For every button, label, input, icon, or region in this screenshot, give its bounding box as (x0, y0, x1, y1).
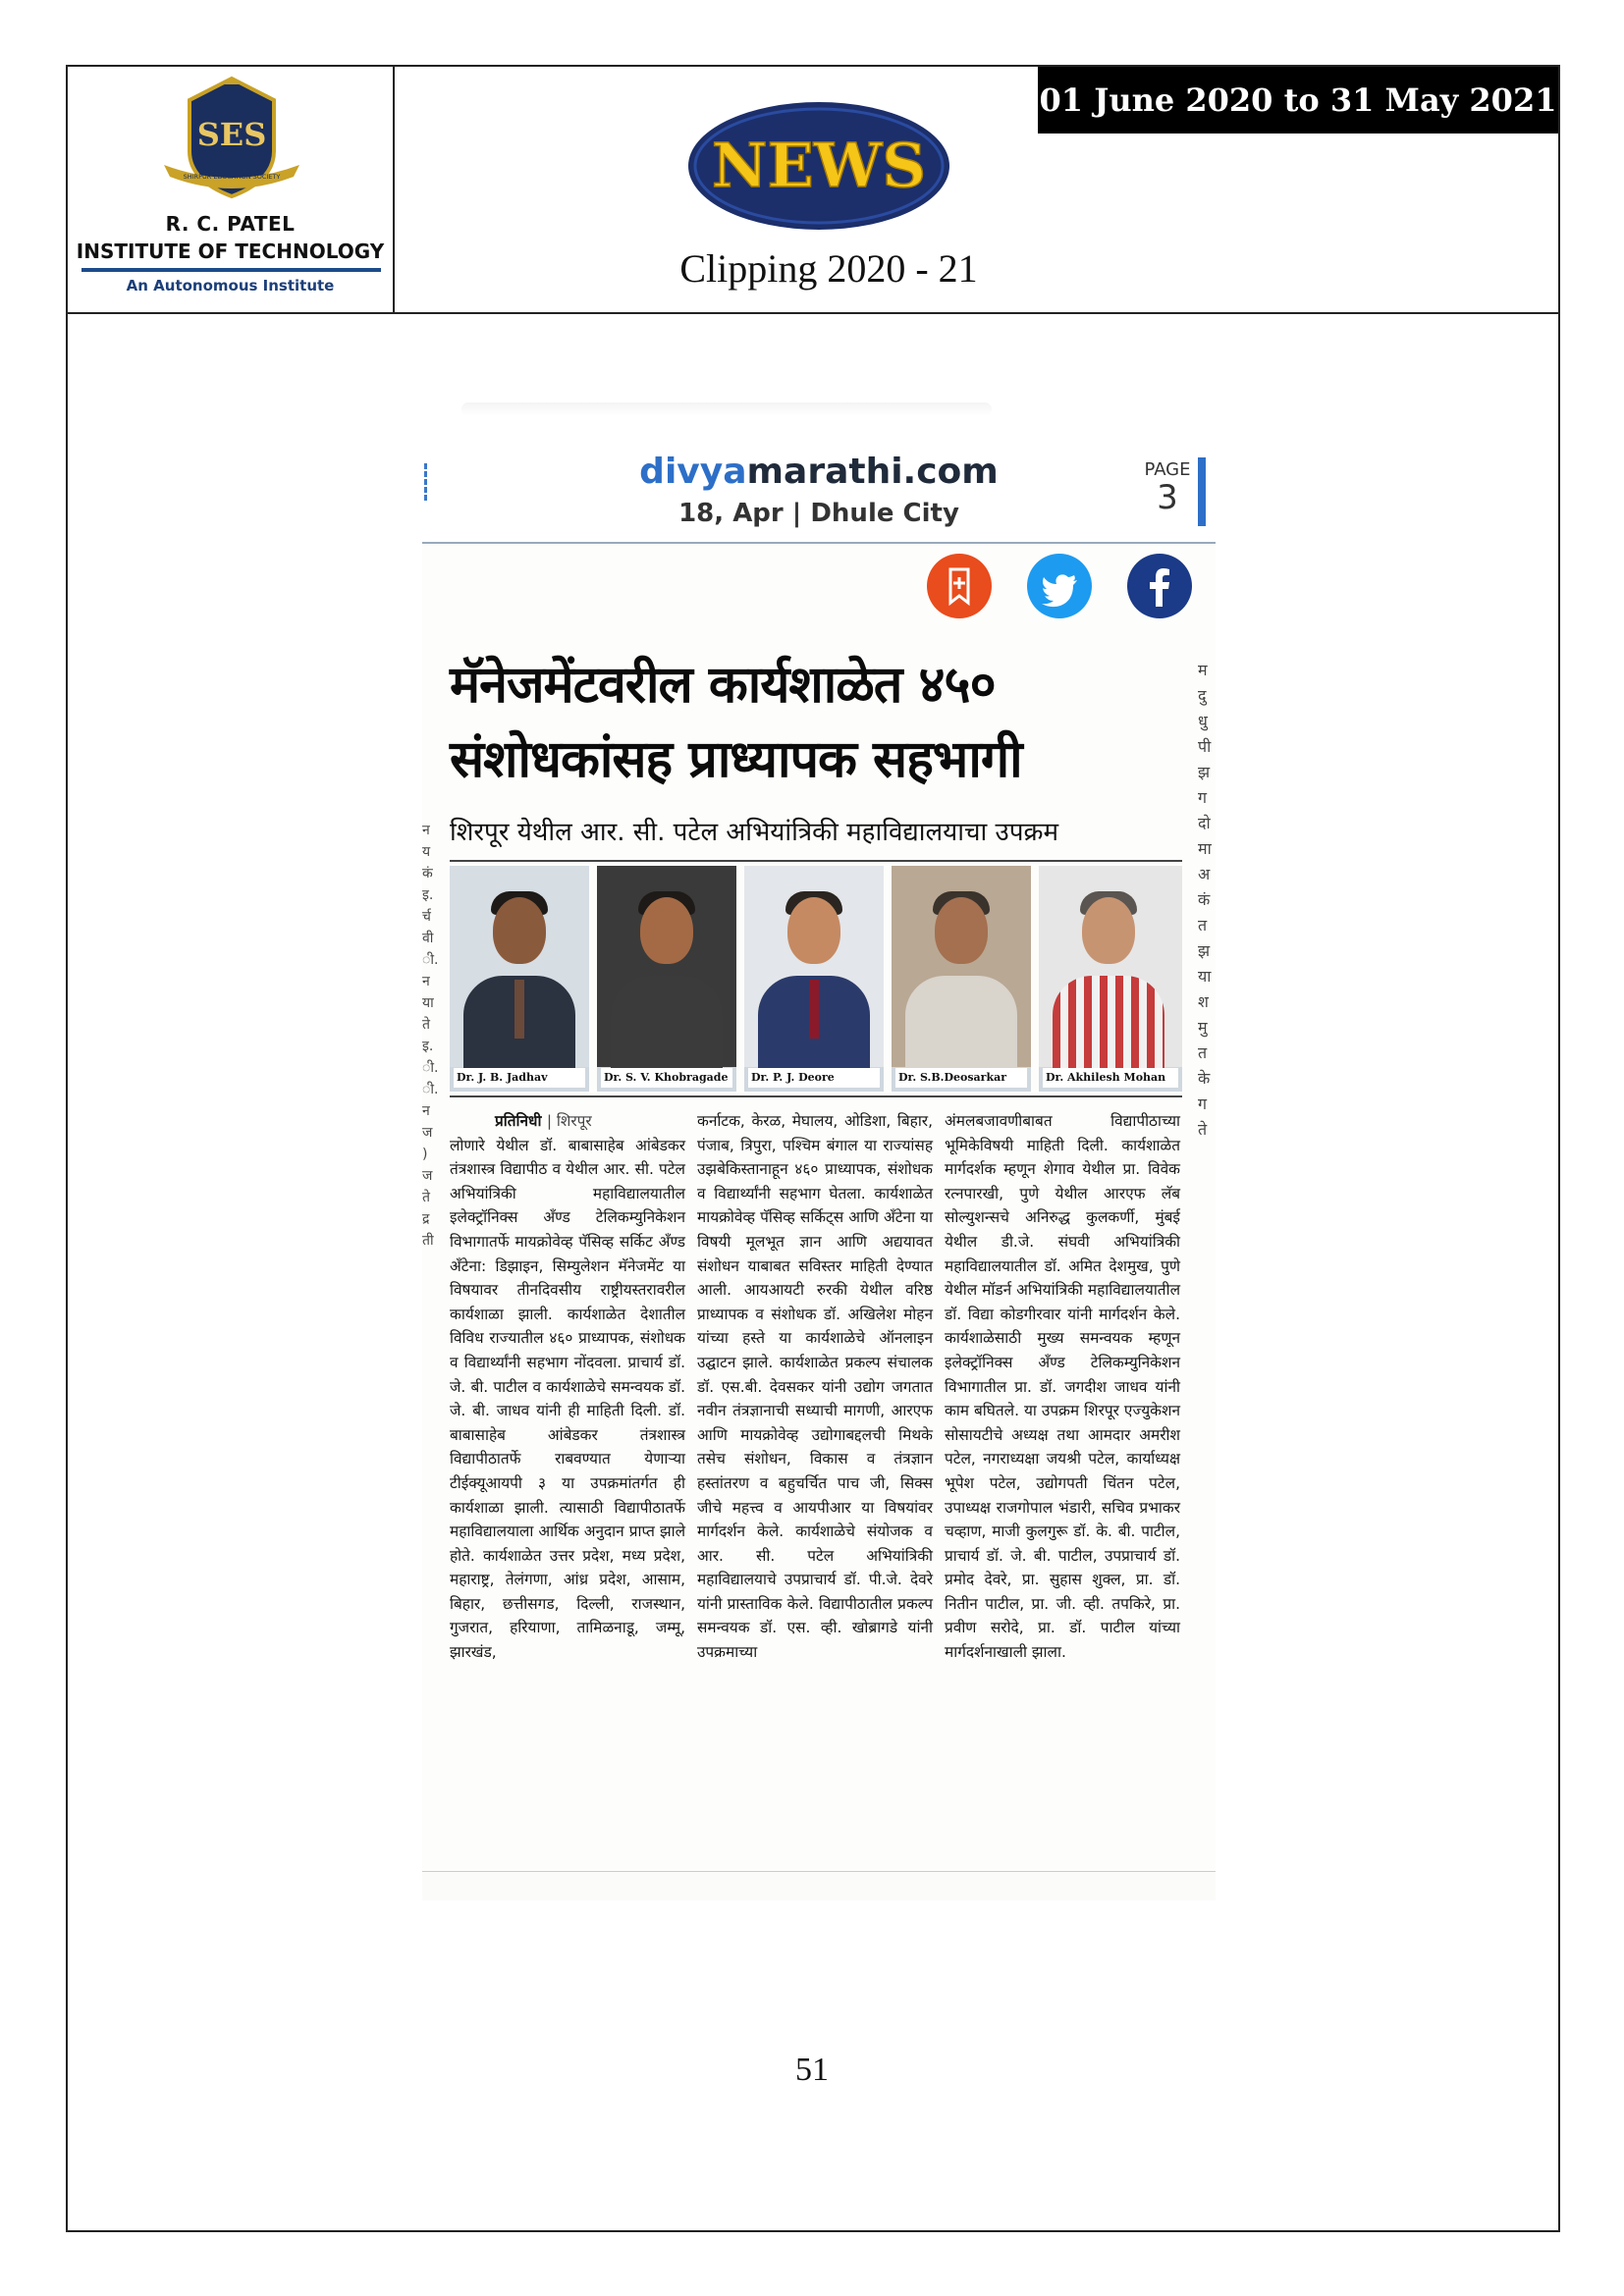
facebook-icon[interactable] (1127, 554, 1192, 618)
photo-2 (597, 866, 736, 1092)
photo-caption: Dr. J. B. Jadhav (454, 1068, 585, 1088)
photo-4 (892, 866, 1031, 1092)
photo-5 (1039, 866, 1182, 1092)
photo-rule-top (450, 860, 1182, 862)
byline-author: प्रतिनिधी (495, 1112, 542, 1130)
edition-line: 18, Apr | Dhule City (678, 499, 959, 528)
column-1-text: लोणारे येथील डॉ. बाबासाहेब आंबेडकर तंत्रशास्त्र विद्यापीठ व येथील आर. सी. पटेल अभियांत्रिकी महाविद्यालयातील इलेक्ट्रॉनिक्स अँण्ड टेलिकम्युनिकेशन विभागातर्फे मायक्रोवेव्ह पॅसिव्ह सर्किट अँण्ड अँटेना: डिझाइन, सिम्युलेशन मॅनेजमेंट या विषयावर तीनदिवसीय राष्ट्रीयस्तरावरील कार्यशाळा झाली. कार्यशाळेत देशातील विविध राज्यातील ४६० प्राध्यापक, संशोधक व विद्यार्थ्यांनी सहभाग नोंदवला. प्राचार्य डॉ. जे. बी. पाटील व कार्यशाळेचे समन्वयक डॉ. जे. बी. जाधव यांनी ही माहिती दिली. डॉ. बाबासाहेब आंबेडकर तंत्रशास्त्र विद्यापीठातर्फे राबवण्यात येणाऱ्या टीईक्यूआयपी ३ या उपक्रमांतर्गत ही कार्यशाळा झाली. त्यासाठी विद्यापीठातर्फे महाविद्यालयाला आर्थिक अनुदान प्राप्त झाले होते. कार्यशाळेत उत्तर प्रदेश, मध्य प्रदेश, महाराष्ट्र, तेलंगणा, आंध्र प्रदेश, आसाम, बिहार, छत्तीसगड, दिल्ली, राजस्थान, गुजरात, हरियाणा, तामिळनाडू, जम्मू, झारखंड, (450, 1136, 685, 1662)
photo-1 (450, 866, 589, 1092)
svg-text:SES: SES (196, 116, 267, 153)
clipping-title: Clipping 2020 - 21 (679, 246, 978, 291)
adjacent-column-fragment-right: म दु धु पी झ ग दो मा अ कं त झ या श मु त के ग ते (1198, 661, 1212, 1139)
article-subhead: शिरपूर येथील आर. सी. पटेल अभियांत्रिकी महाविद्यालयाचा उपक्रम (450, 818, 1058, 847)
article-column-3: अंमलबजावणीबाबत विद्यापीठाच्या भूमिकेविषयी माहिती दिली. कार्यशाळेत मार्गदर्शक म्हणून शेगाव येथील प्रा. विवेक रत्नपारखी, पुणे येथील आरएफ लॅब सोल्युशन्सचे अनिरुद्ध कुलकर्णी, मुंबई येथील डी.जे. संघवी अभियांत्रिकी महाविद्यालयातील डॉ. अमित देशमुख, पुणे येथील मॉडर्न अभियांत्रिकी महाविद्यालयातील डॉ. विद्या कोडगीरवार यांनी मार्गदर्शन केले. कार्यशाळेसाठी मुख्य समन्वयक म्हणून इलेक्ट्रॉनिक्स अँण्ड टेलिकम्युनिकेशन विभागातील प्रा. डॉ. जगदीश जाधव यांनी काम बघितले. या उपक्रम शिरपूर एज्युकेशन सोसायटीचे अध्यक्ष तथा आमदार अमरीश पटेल, नगराध्यक्षा जयश्री पटेल, कार्याध्यक्ष भूपेश पटेल, उद्योगपती चिंतन पटेल, उपाध्यक्ष राजगोपाल भंडारी, सचिव प्रभाकर चव्हाण, माजी कुलगुरू डॉ. के. बी. पाटील, प्राचार्य डॉ. जे. बी. पाटील, उपप्राचार्य डॉ. प्रमोद देवरे, प्रा. सुहास शुक्ल, प्रा. डॉ. नितीन पाटील, प्रा. जी. व्ही. तपकिरे, प्रा. प्रवीण सरोदे, प्रा. डॉ. पाटील यांच्या मार्गदर्शनाखाली झाला. (945, 1112, 1180, 1662)
page-indicator (1137, 457, 1206, 526)
svg-text:SHIRPUR EDUCATION SOCIETY: SHIRPUR EDUCATION SOCIETY (183, 173, 281, 181)
article-byline (495, 1109, 685, 1134)
photo-3 (744, 866, 884, 1092)
institute-logo-block (68, 67, 395, 312)
article-column-1 (450, 1109, 685, 1665)
page-number: 51 (795, 2052, 829, 2088)
date-range-banner: 01 June 2020 to 31 May 2021 (1038, 67, 1558, 133)
photo-caption: Dr. Akhilesh Mohan (1043, 1068, 1178, 1088)
article-column-2: कर्नाटक, केरळ, मेघालय, ओडिशा, बिहार, पंजाब, त्रिपुरा, पश्चिम बंगाल या राज्यांसह उझबेकिस्तानाहून ४६० प्राध्यापक, संशोधक व विद्यार्थ्यांनी सहभाग घेतला. कार्यशाळेत मायक्रोवेव्ह पॅसिव्ह सर्किट्स आणि अँटेना या विषयी मूलभूत ज्ञान आणि अद्ययावत संशोधन याबाबत सविस्तर माहिती देण्यात आली. आयआयटी रुरकी येथील वरिष्ठ प्राध्यापक व संशोधक डॉ. अखिलेश मोहन यांच्या हस्ते या कार्यशाळेचे ऑनलाइन उद्घाटन झाले. कार्यशाळेत प्रकल्प संचालक डॉ. एस.बी. देवसकर यांनी उद्योग जगतात नवीन तंत्रज्ञानाची सध्याची मागणी, आरएफ आणि मायक्रोवेव्ह उद्योगाबद्दलची मिथके तसेच संशोधन, विकास व तंत्रज्ञान हस्तांतरण व बहुचर्चित पाच जी, सिक्स जीचे महत्त्व व आयपीआर या विषयांवर मार्गदर्शन केले. कार्यशाळेचे संयोजक व आर. सी. पटेल अभियांत्रिकी महाविद्यालयाचे उपप्राचार्य डॉ. पी.जे. देवरे यांनी प्रास्ताविक केले. विद्यापीठातील प्रकल्प समन्वयक डॉ. एस. व्ही. खोब्रागडे यांनी उपक्रमाच्या (697, 1112, 933, 1662)
bookmark-icon[interactable] (927, 554, 992, 618)
adjacent-column-fragment-left: न य कं इ. र्च वी ी. न या ते इ. ी. ी. न ज ) ज ते द्र ती (422, 823, 439, 1249)
institute-name-line1: R. C. PATEL (165, 212, 296, 236)
headline-line2: संशोधकांसह प्राध्यापक सहभागी (450, 730, 1022, 789)
institute-tagline: An Autonomous Institute (126, 277, 335, 294)
photo-rule-bottom (450, 1095, 1182, 1097)
news-badge (686, 100, 951, 232)
share-buttons (921, 554, 1206, 622)
byline-place: | शिरपूर (546, 1112, 592, 1130)
clip-top-shadow (461, 402, 992, 416)
twitter-icon[interactable] (1027, 554, 1092, 618)
photo-caption: Dr. P. J. Deore (748, 1068, 880, 1088)
clip-masthead (422, 432, 1216, 544)
page-number-indicator: 3 (1157, 478, 1178, 517)
article-body (450, 1109, 1186, 1855)
ses-emblem-icon (158, 75, 305, 202)
photo-caption: Dr. S. V. Khobragade (601, 1068, 732, 1088)
newspaper-clipping (422, 432, 1216, 1900)
clip-cut-edge (422, 1871, 1216, 1900)
institute-name-line2: INSTITUTE OF TECHNOLOGY (76, 240, 385, 263)
site-name-prefix: divya (639, 452, 747, 492)
header (68, 67, 1558, 314)
svg-text:NEWS: NEWS (711, 130, 927, 201)
site-name (422, 452, 1216, 492)
photo-caption: Dr. S.B.Deosarkar (895, 1068, 1027, 1088)
site-name-suffix: marathi.com (746, 452, 999, 492)
institute-divider (81, 268, 381, 272)
page-label: PAGE (1144, 459, 1191, 480)
headline-line1: मॅनेजमेंटवरील कार्यशाळेत ४५० (450, 656, 996, 715)
photo-strip (450, 866, 1182, 1092)
article-headline (450, 648, 1176, 797)
